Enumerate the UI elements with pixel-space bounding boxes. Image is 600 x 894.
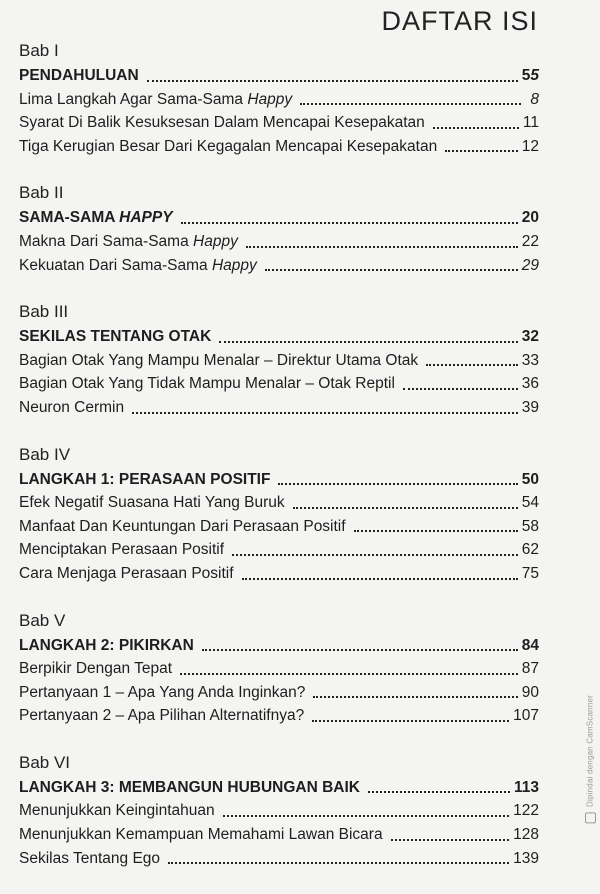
toc-entry xyxy=(19,704,539,728)
entry-title-italic: Happy xyxy=(247,90,293,108)
toc-entry xyxy=(19,562,539,586)
dot-leader xyxy=(219,341,517,343)
chapter-label: Bab IV xyxy=(19,444,71,464)
toc-entry xyxy=(19,515,539,539)
page-number-text: 75 xyxy=(521,564,539,582)
page-number-italic: 29 xyxy=(521,256,539,274)
scanner-watermark xyxy=(585,695,596,823)
entry-title-text: Syarat Di Balik Kesuksesan Dalam Mencapai Kesepakatan xyxy=(19,114,425,132)
entry-title xyxy=(19,847,160,871)
chapter-label: Bab I xyxy=(19,41,59,60)
entry-title-text: Kekuatan Dari Sama-Sama xyxy=(19,256,212,274)
page-number xyxy=(522,230,539,254)
toc-entry xyxy=(19,538,539,562)
page-number xyxy=(513,823,539,847)
entry-title-italic: Happy xyxy=(193,232,238,250)
chapter-label: Bab VI xyxy=(19,752,71,772)
page-number-text: 50 xyxy=(521,470,539,488)
entry-title xyxy=(19,799,215,823)
chapter-heading-entry xyxy=(19,634,539,658)
entry-title-italic: HAPPY xyxy=(119,209,173,227)
page-number-italic: 8 xyxy=(530,90,539,108)
entry-title xyxy=(19,776,360,800)
toc-entry xyxy=(19,254,539,278)
toc-entry xyxy=(19,657,539,681)
chapter-label: Bab III xyxy=(19,302,69,322)
entry-title xyxy=(19,64,139,88)
entry-title xyxy=(19,88,292,112)
toc-entry xyxy=(19,88,539,112)
dot-leader xyxy=(368,791,510,793)
entry-title-text: Pertanyaan 1 – Apa Yang Anda Inginkan? xyxy=(19,683,306,701)
entry-title xyxy=(19,349,418,373)
toc-entry xyxy=(19,396,539,420)
entry-title-text: Tiga Kerugian Besar Dari Kegagalan Mencapai Kesepakatan xyxy=(19,137,438,155)
page-number-text: 139 xyxy=(513,849,539,867)
entry-title xyxy=(19,372,395,396)
entry-title xyxy=(19,206,173,230)
page-number-text: 39 xyxy=(521,398,539,416)
camscanner-icon xyxy=(585,812,596,823)
entry-title xyxy=(19,491,285,515)
dot-leader xyxy=(391,839,510,841)
page-number xyxy=(513,704,539,728)
toc-entry xyxy=(19,349,539,373)
dot-leader xyxy=(445,150,518,152)
page-number xyxy=(522,538,539,562)
entry-title-text: Menunjukkan Kemampuan Memahami Lawan Bicara xyxy=(19,826,383,844)
chapter-heading-entry xyxy=(19,468,539,492)
entry-title xyxy=(19,396,124,420)
entry-title xyxy=(19,823,383,847)
entry-title-text: SEKILAS TENTANG OTAK xyxy=(19,328,212,346)
entry-title xyxy=(19,704,304,728)
dot-leader xyxy=(242,578,518,580)
chapter-section xyxy=(19,182,539,277)
page-number xyxy=(522,135,539,159)
entry-title xyxy=(19,515,346,539)
entry-title-text: Efek Negatif Suasana Hati Yang Buruk xyxy=(19,494,285,512)
toc-entry xyxy=(19,230,539,254)
entry-title-text: Sekilas Tentang Ego xyxy=(19,849,161,867)
page-number-text: 87 xyxy=(521,660,539,678)
page-number xyxy=(513,799,539,823)
page-number xyxy=(522,325,539,349)
entry-title-text: SAMA-SAMA xyxy=(19,209,120,227)
page-number-text: 113 xyxy=(513,778,539,796)
entry-title xyxy=(19,657,172,681)
dot-leader xyxy=(180,673,518,675)
chapter-section xyxy=(19,444,539,586)
dot-leader xyxy=(181,222,518,224)
chapter-section xyxy=(19,301,539,419)
toc-entry xyxy=(19,847,539,871)
page-number xyxy=(522,562,539,586)
page-number xyxy=(513,847,539,871)
dot-leader xyxy=(147,80,518,82)
dot-leader xyxy=(313,696,517,698)
dot-leader xyxy=(293,507,518,509)
page-number xyxy=(522,372,539,396)
dot-leader xyxy=(312,720,509,722)
page-number-text: 107 xyxy=(513,707,539,725)
entry-title-text: Bagian Otak Yang Tidak Mampu Menalar – Otak Reptil xyxy=(19,375,395,393)
page-number-italic: 5 xyxy=(530,67,539,84)
chapter-label: Bab II xyxy=(19,183,64,203)
entry-title-text: Berpikir Dengan Tepat xyxy=(19,660,173,678)
chapter-section xyxy=(19,752,539,870)
entry-title-text: Neuron Cermin xyxy=(19,398,125,416)
dot-leader xyxy=(132,412,518,414)
page-number xyxy=(522,515,539,539)
page-number xyxy=(522,206,539,230)
entry-title-text: Bagian Otak Yang Mampu Menalar – Direktur Utama Otak xyxy=(19,351,419,369)
entry-title-text: Cara Menjaga Perasaan Positif xyxy=(19,564,234,582)
entry-title xyxy=(19,325,211,349)
chapter-heading-entry xyxy=(19,64,539,88)
dot-leader xyxy=(168,862,509,864)
entry-title xyxy=(19,230,238,254)
page-number xyxy=(522,634,539,658)
entry-title-text: Pertanyaan 2 – Apa Pilihan Alternatifnya? xyxy=(19,707,305,725)
dot-leader xyxy=(433,127,519,129)
page-number-text: 62 xyxy=(521,541,539,559)
dot-leader xyxy=(278,483,517,485)
entry-title-text: LANGKAH 3: MEMBANGUN HUBUNGAN BAIK xyxy=(19,778,360,796)
page-title: DAFTAR ISI xyxy=(381,6,538,36)
page-number xyxy=(514,776,539,800)
dot-leader xyxy=(246,246,518,248)
page-number-text: 36 xyxy=(521,375,539,393)
dot-leader xyxy=(223,815,510,817)
toc-entry xyxy=(19,111,539,135)
entry-title-text: Lima Langkah Agar Sama-Sama xyxy=(19,90,248,108)
entry-title xyxy=(19,468,270,492)
entry-title-text: LANGKAH 2: PIKIRKAN xyxy=(19,636,194,654)
chapter-heading-entry xyxy=(19,325,539,349)
page-number-text: 90 xyxy=(521,683,539,701)
table-of-contents xyxy=(19,40,539,894)
page-number-text: 11 xyxy=(522,114,539,132)
page-number xyxy=(522,491,539,515)
toc-entry xyxy=(19,491,539,515)
page-number xyxy=(522,396,539,420)
page-number xyxy=(522,468,539,492)
page-number xyxy=(522,349,539,373)
page-number xyxy=(522,681,539,705)
dot-leader xyxy=(354,530,518,532)
entry-title xyxy=(19,634,194,658)
chapter-label: Bab V xyxy=(19,610,66,630)
entry-title xyxy=(19,562,234,586)
dot-leader xyxy=(232,554,518,556)
dot-leader xyxy=(300,103,521,105)
entry-title xyxy=(19,111,425,135)
dot-leader xyxy=(403,388,518,390)
page-number-text: 54 xyxy=(521,494,539,512)
page-number-text: 5 xyxy=(521,67,531,84)
page-number xyxy=(523,111,539,135)
page-number-text: 122 xyxy=(513,802,539,820)
entry-title-text: Menunjukkan Keingintahuan xyxy=(19,802,215,820)
page-number-text: 58 xyxy=(521,517,539,535)
entry-title-text: PENDAHULUAN xyxy=(19,67,139,84)
page-number xyxy=(525,88,539,112)
entry-title-text: Manfaat Dan Keuntungan Dari Perasaan Positif xyxy=(19,517,346,535)
page-number xyxy=(522,254,539,278)
page-number-text: 33 xyxy=(521,351,539,369)
page-number-text: 20 xyxy=(521,209,539,227)
entry-title xyxy=(19,538,224,562)
page-number-text: 22 xyxy=(521,232,539,250)
entry-title-italic: Happy xyxy=(211,256,257,274)
page-number xyxy=(522,657,539,681)
page-number-text: 12 xyxy=(521,137,539,155)
entry-title xyxy=(19,681,305,705)
dot-leader xyxy=(426,364,518,366)
chapter-heading-entry xyxy=(19,776,539,800)
page-number-text: 84 xyxy=(521,636,539,654)
toc-entry xyxy=(19,799,539,823)
dot-leader xyxy=(265,269,518,271)
page-number-text: 128 xyxy=(513,826,539,844)
chapter-heading-entry xyxy=(19,206,539,230)
dot-leader xyxy=(202,649,518,651)
entry-title-text: LANGKAH 1: PERASAAN POSITIF xyxy=(19,470,271,488)
entry-title-text: Menciptakan Perasaan Positif xyxy=(19,541,225,559)
toc-entry xyxy=(19,823,539,847)
chapter-section xyxy=(19,610,539,728)
chapter-section xyxy=(19,40,539,158)
page-number xyxy=(522,64,539,88)
entry-title xyxy=(19,135,437,159)
watermark-text: Dipindai dengan CamScanner xyxy=(585,694,595,807)
toc-entry xyxy=(19,135,539,159)
entry-title-text: Makna Dari Sama-Sama xyxy=(19,232,194,250)
page-number-text: 32 xyxy=(521,328,539,346)
entry-title xyxy=(19,254,257,278)
toc-entry xyxy=(19,681,539,705)
toc-entry xyxy=(19,372,539,396)
